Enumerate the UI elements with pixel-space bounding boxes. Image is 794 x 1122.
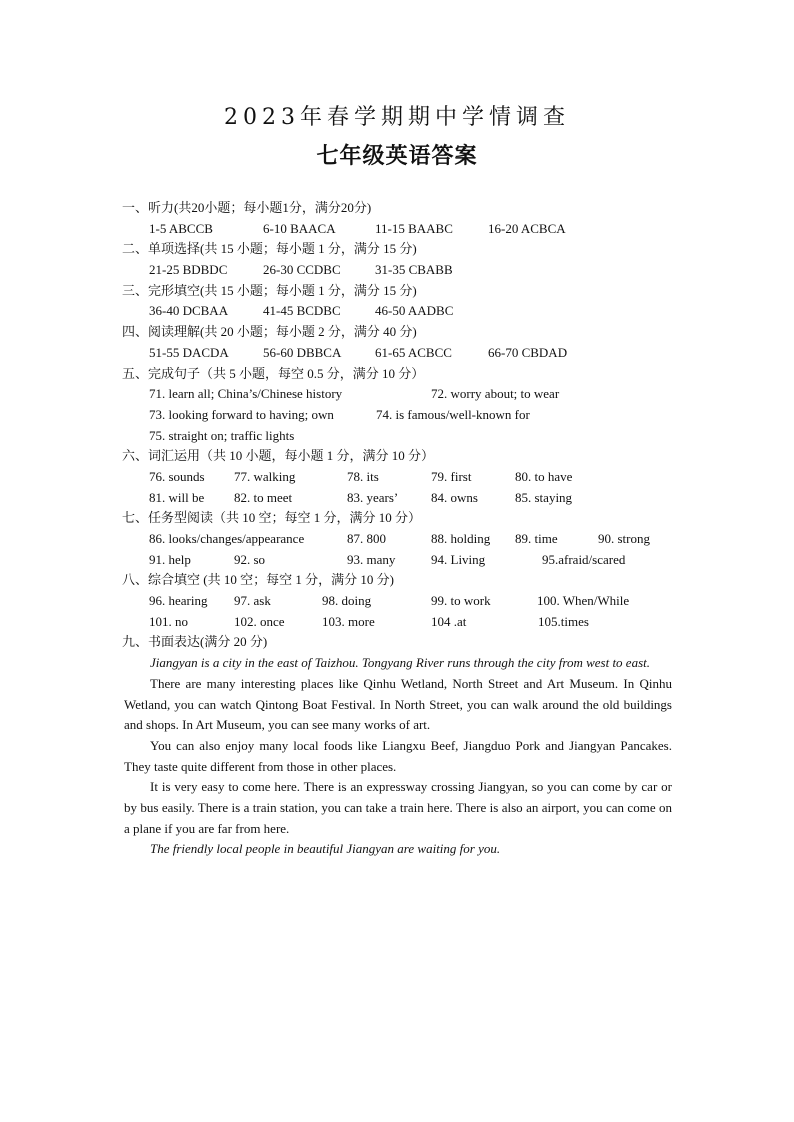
section-heading-comprehensive-fill: 八、综合填空 (共 10 空；每空 1 分，满分 10 分) — [122, 572, 394, 588]
page-subtitle: 七年级英语答案 — [316, 144, 478, 169]
answer-row — [124, 260, 672, 281]
answer-item: 97. ask — [234, 593, 271, 609]
answer-item: 99. to work — [431, 593, 491, 609]
answer-item: 91. help — [149, 551, 191, 567]
answer-item: 80. to have — [515, 468, 573, 484]
answer-item: 105.times — [538, 613, 589, 629]
section-heading-listening: 一、听力(共20小题；每小题1分，满分20分) — [122, 200, 372, 215]
answer-item: 94. Living — [431, 551, 486, 567]
answer-row — [124, 219, 672, 240]
answer-item: 66-70 CBDAD — [488, 344, 568, 360]
answer-item: 92. so — [234, 551, 266, 567]
section-heading-reading: 四、阅读理解(共 20 小题；每小题 2 分，满分 40 分) — [122, 324, 417, 340]
answer-item: 51-55 DACDA — [149, 344, 229, 360]
answer-item: 36-40 DCBAA — [149, 303, 229, 319]
answer-item: 76. sounds — [149, 468, 205, 484]
answer-row — [124, 591, 672, 612]
page-title: 2023年春学期期中学情调查 — [224, 105, 570, 130]
answer-row — [124, 488, 672, 509]
essay-paragraph: It is very easy to come here. There is an expressway crossing Jiangyan, so you can come by car or by bus easily. There is a train station, you can take a train here. There is also an airport, you can come on a plane if you are far from here. — [124, 779, 672, 836]
essay-paragraph: There are many interesting places like Qinhu Wetland, North Street and Art Museum. In Qinhu Wetland, you can watch Qintong Boat Festival. In North Street, you can walk around the old buildings and shops. In Art Museum, you can see many works of art. — [124, 675, 672, 733]
essay-paragraph: The friendly local people in beautiful Jiangyan are waiting for you. — [150, 841, 501, 857]
answer-item: 85. staying — [515, 489, 573, 505]
section-heading-cloze: 三、完形填空(共 15 小题；每小题 1 分，满分 15 分) — [122, 282, 417, 298]
essay-body — [124, 653, 672, 860]
answer-item: 93. many — [347, 551, 396, 567]
answer-row — [124, 612, 672, 633]
answer-item: 31-35 CBABB — [375, 262, 453, 278]
answer-item: 90. strong — [598, 531, 650, 546]
section-heading-vocabulary: 六、词汇运用（共 10 小题，每小题 1 分，满分 10 分） — [122, 448, 435, 464]
answer-item: 95.afraid/scared — [542, 551, 626, 567]
answer-row — [124, 384, 672, 405]
answer-item: 1-5 ABCCB — [149, 220, 213, 236]
answer-item: 87. 800 — [347, 531, 386, 546]
answer-item: 75. straight on; traffic lights — [149, 427, 295, 443]
answer-item: 71. learn all; China’s/Chinese history — [149, 386, 343, 402]
answer-row — [124, 405, 672, 426]
section-heading-single-choice: 二、单项选择(共 15 小题；每小题 1 分，满分 15 分) — [122, 241, 417, 257]
answer-item: 61-65 ACBCC — [375, 344, 452, 360]
answer-item: 82. to meet — [234, 489, 293, 505]
answer-item: 6-10 BAACA — [263, 220, 336, 236]
answer-item: 98. doing — [322, 593, 372, 609]
section-heading-task-reading: 七、任务型阅读（共 10 空；每空 1 分，满分 10 分） — [122, 510, 422, 526]
answer-item: 78. its — [347, 468, 379, 484]
section-heading-sentence-completion: 五、完成句子（共 5 小题，每空 0.5 分，满分 10 分） — [122, 365, 425, 381]
answer-item: 41-45 BCDBC — [263, 303, 341, 319]
essay-paragraph: You can also enjoy many local foods like Liangxu Beef, Jiangduo Pork and Jiangyan Pancakes. They taste quite different from those in other places. — [124, 737, 672, 774]
answer-item: 26-30 CCDBC — [263, 262, 341, 278]
answer-item: 56-60 DBBCA — [263, 344, 342, 360]
answer-item: 88. holding — [431, 531, 491, 546]
answer-item: 77. walking — [234, 468, 296, 484]
answer-item: 96. hearing — [149, 593, 208, 609]
answer-item: 21-25 BDBDC — [149, 262, 228, 278]
answer-item: 101. no — [149, 613, 188, 629]
answer-item: 84. owns — [431, 489, 478, 505]
answer-item: 79. first — [431, 468, 472, 484]
answer-item: 74. is famous/well-known for — [376, 406, 530, 422]
answer-item: 46-50 AADBC — [375, 303, 454, 319]
answer-item: 102. once — [234, 613, 285, 629]
answer-item: 81. will be — [149, 489, 205, 505]
answer-item: 86. looks/changes/appearance — [149, 531, 305, 546]
answer-item: 89. time — [515, 531, 558, 546]
essay-paragraph: Jiangyan is a city in the east of Taizhou. Tongyang River runs through the city from west to east. — [150, 655, 650, 671]
answer-item: 72. worry about; to wear — [431, 386, 560, 402]
answer-row — [124, 426, 672, 447]
answer-row — [124, 301, 672, 322]
answer-item: 83. years’ — [347, 489, 399, 505]
section-heading-writing: 九、书面表达(满分 20 分) — [122, 634, 268, 650]
answer-row — [124, 467, 672, 488]
answer-item: 11-15 BAABC — [375, 220, 453, 236]
answer-item: 103. more — [322, 613, 375, 629]
answer-item: 73. looking forward to having; own — [149, 406, 334, 422]
answer-item: 100. When/While — [537, 593, 630, 609]
answer-content — [124, 198, 672, 860]
answer-item: 16-20 ACBCA — [488, 220, 566, 236]
answer-item: 104 .at — [431, 613, 467, 629]
answer-row — [124, 550, 672, 571]
answer-row — [124, 343, 672, 364]
answer-row — [124, 529, 672, 550]
